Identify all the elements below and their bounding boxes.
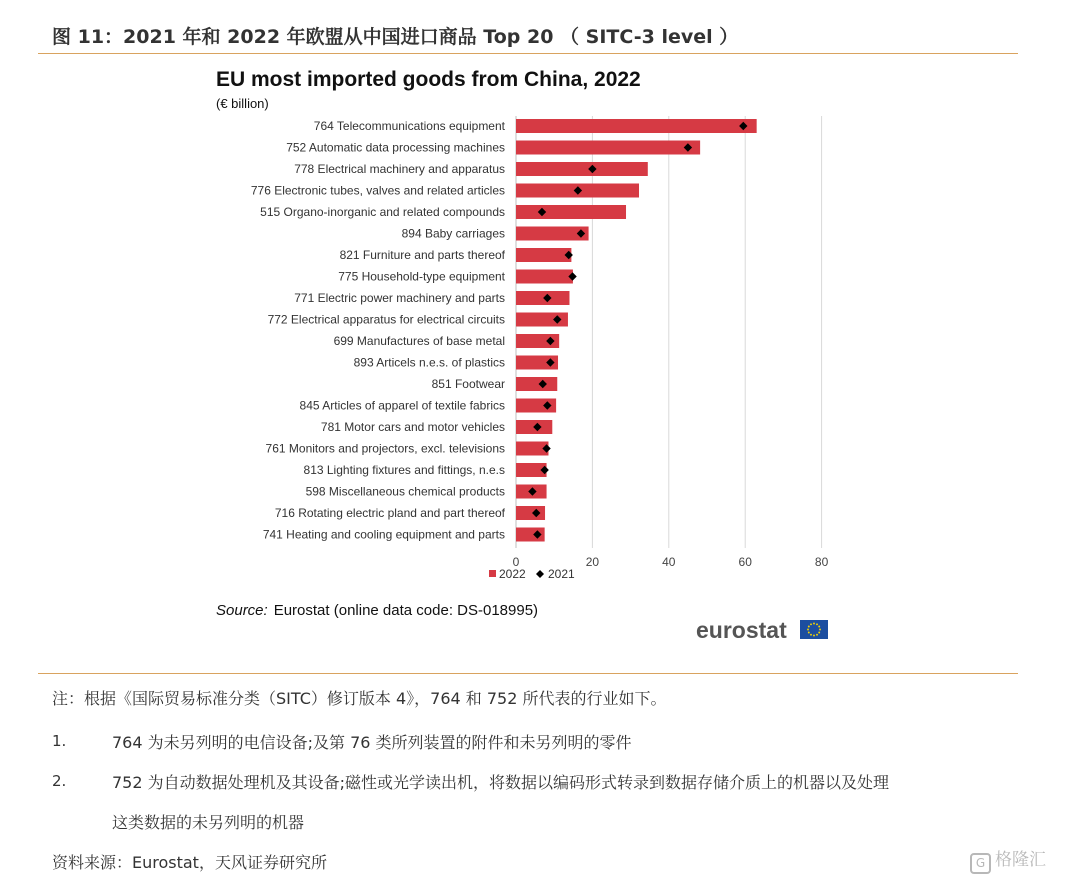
- chart-bars: [516, 119, 757, 542]
- category-label-2: 778 Electrical machinery and apparatus: [294, 162, 505, 176]
- source-note: 资料来源：Eurostat，天风证券研究所: [52, 853, 327, 872]
- eu-flag-star-1: [818, 632, 820, 634]
- category-label-8: 771 Electric power machinery and parts: [294, 291, 505, 305]
- bar-2022-0: [516, 119, 757, 133]
- x-tick-2: 40: [662, 555, 676, 569]
- bar-2022-6: [516, 248, 571, 262]
- bar-2022-4: [516, 205, 626, 219]
- chart-legend: [489, 567, 575, 581]
- chart-subtitle: (€ billion): [216, 96, 269, 111]
- source-text: Eurostat (online data code: DS-018995): [273, 602, 539, 619]
- source-label: Source:: [216, 602, 268, 619]
- category-label-1: 752 Automatic data processing machines: [286, 140, 505, 155]
- watermark: [970, 845, 1046, 874]
- category-label-6: 821 Furniture and parts thereof: [339, 248, 505, 262]
- eu-flag-star-8: [810, 623, 812, 625]
- category-label-19: 741 Heating and cooling equipment and parts: [262, 527, 505, 542]
- category-label-9: 772 Electrical apparatus for electrical circuits: [267, 312, 505, 327]
- category-labels: [251, 119, 506, 542]
- note-number-1: 1.: [52, 732, 67, 750]
- category-label-13: 845 Articles of apparel of textile fabrics: [299, 398, 505, 413]
- eu-flag-star-6: [807, 629, 809, 631]
- category-label-15: 761 Monitors and projectors, excl. televisions: [265, 441, 505, 456]
- x-tick-1: 20: [585, 555, 600, 569]
- note-text-2: 752 为自动数据处理机及其设备;磁性或光学读出机，将数据以编码形式转录到数据存储介质上的机器以及处理: [112, 773, 890, 792]
- note-number-2: 2.: [52, 772, 67, 790]
- figure-title: 图 11：2021 年和 2022 年欧盟从中国进口商品 Top 20 （ SITC-3 level ）: [52, 26, 739, 48]
- bar-2022-2: [516, 162, 648, 176]
- x-tick-4: 80: [814, 555, 829, 569]
- bar-2022-12: [516, 377, 557, 391]
- category-label-3: 776 Electronic tubes, valves and related articles: [250, 183, 505, 198]
- eu-flag-star-3: [813, 635, 815, 637]
- x-tick-3: 60: [738, 555, 752, 569]
- eu-flag-star-0: [819, 629, 821, 631]
- note-text-1: 764 为未另列明的电信设备;及第 76 类所列装置的附件和未另列明的零件: [112, 733, 632, 752]
- category-label-18: 716 Rotating electric pland and part thereof: [274, 506, 505, 520]
- note-text-2-cont: 这类数据的未另列明的机器: [112, 813, 305, 832]
- legend-label-2022: 2022: [499, 567, 526, 581]
- eu-flag-star-4: [810, 634, 812, 636]
- eu-flag-star-7: [808, 626, 810, 628]
- chart-grid: [516, 116, 822, 548]
- eurostat-logo: [696, 617, 828, 643]
- eu-flag-star-10: [816, 623, 818, 625]
- source-line: [216, 602, 538, 619]
- legend-swatch-2022: [489, 570, 496, 577]
- bottom-rule: [38, 673, 1018, 674]
- category-label-7: 775 Household-type equipment: [338, 269, 505, 284]
- category-label-4: 515 Organo-inorganic and related compounds: [260, 205, 505, 219]
- eu-flag-star-5: [808, 632, 810, 634]
- category-label-17: 598 Miscellaneous chemical products: [305, 484, 505, 499]
- category-label-12: 851 Footwear: [431, 377, 505, 391]
- legend-swatch-2021: [536, 570, 544, 578]
- notes-intro: 注：根据《国际贸易标准分类（SITC）修订版本 4》，764 和 752 所代表的行业如下。: [52, 689, 667, 708]
- bar-2022-18: [516, 506, 545, 520]
- eu-flag-star-9: [813, 623, 815, 625]
- eu-flag-star-11: [818, 626, 820, 628]
- logo-text: eurostat: [696, 617, 787, 643]
- legend-label-2021: 2021: [548, 567, 575, 581]
- category-label-10: 699 Manufactures of base metal: [333, 334, 505, 348]
- chart-title: EU most imported goods from China, 2022: [216, 68, 641, 91]
- eu-flag-star-2: [816, 634, 818, 636]
- category-label-0: 764 Telecommunications equipment: [313, 119, 505, 133]
- bar-2022-8: [516, 291, 569, 305]
- watermark-icon: G: [970, 853, 991, 874]
- category-label-16: 813 Lighting fixtures and fittings, n.e.s: [303, 463, 505, 477]
- bar-2022-1: [516, 141, 700, 155]
- category-label-14: 781 Motor cars and motor vehicles: [320, 420, 505, 434]
- category-label-11: 893 Articels n.e.s. of plastics: [353, 355, 505, 370]
- bar-2022-7: [516, 270, 573, 284]
- watermark-text: 格隆汇: [995, 850, 1046, 870]
- category-label-5: 894 Baby carriages: [401, 226, 505, 241]
- x-tick-0: 0: [512, 555, 520, 569]
